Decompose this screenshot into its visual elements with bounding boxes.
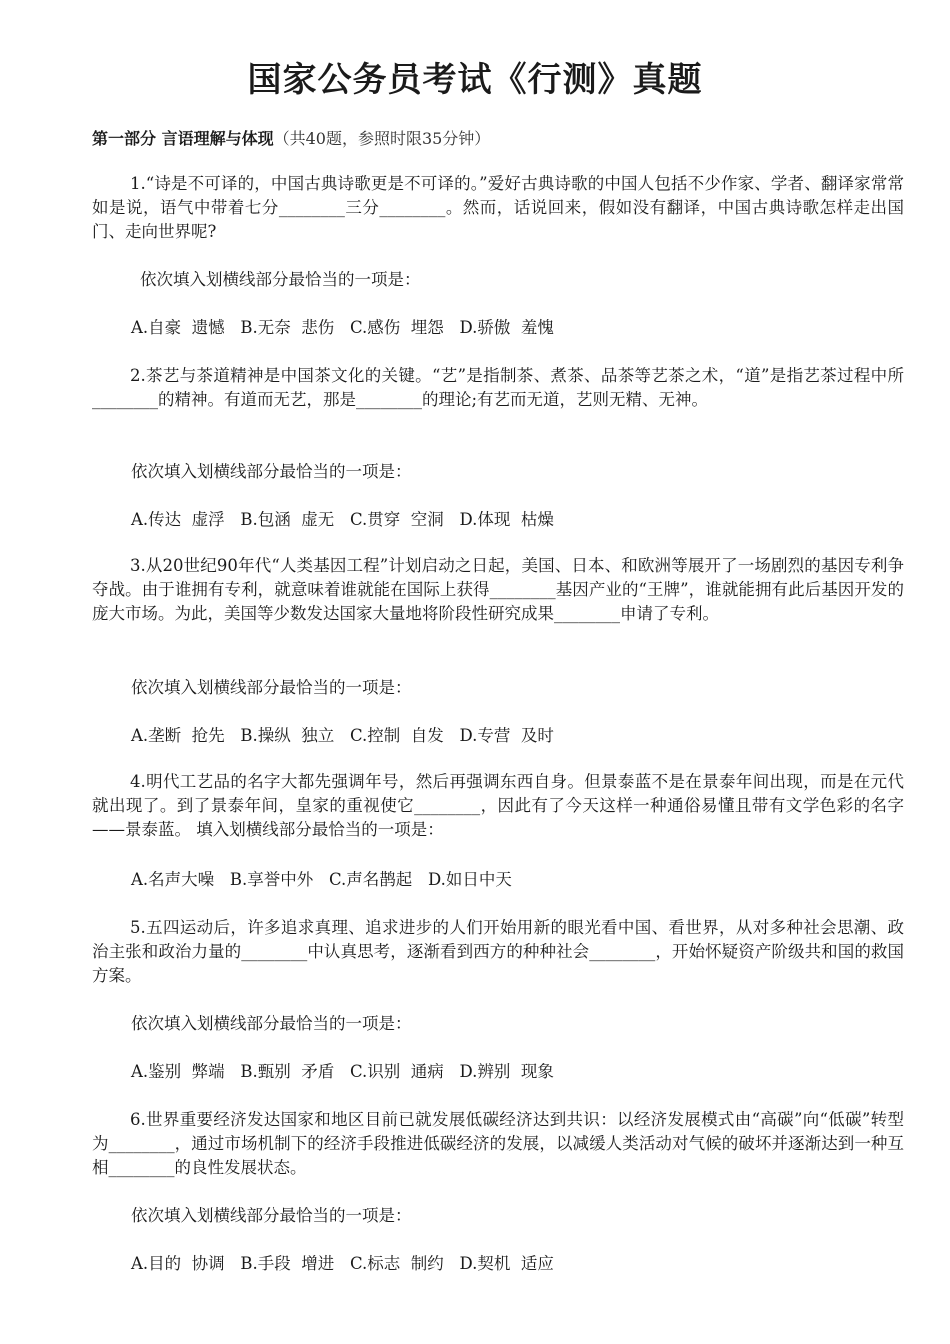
question-5-prompt: 依次填入划横线部分最恰当的一项是： <box>131 1014 412 1033</box>
section-heading <box>92 126 490 149</box>
question-1-stem: 1.“诗是不可译的，中国古典诗歌更是不可译的。”爱好古典诗歌的中国人包括不少作家、学者、翻译家常常如是说，语气中带着七分________三分________。然而，话说回来，假如没有翻译，中国古典诗歌怎样走出国门、走向世界呢? <box>92 174 904 241</box>
document-title: 国家公务员考试《行测》真题 <box>247 60 703 100</box>
question-1-prompt: 依次填入划横线部分最恰当的一项是： <box>140 270 421 289</box>
question-2-prompt: 依次填入划横线部分最恰当的一项是： <box>131 462 412 481</box>
question-5-options: A.鉴别 弊端 B.甄别 矛盾 C.识别 通病 D.辨别 现象 <box>131 1062 554 1081</box>
question-3-options: A.垄断 抢先 B.操纵 独立 C.控制 自发 D.专营 及时 <box>131 726 554 745</box>
question-6-options: A.目的 协调 B.手段 增进 C.标志 制约 D.契机 适应 <box>131 1254 554 1273</box>
section-name: 第一部分 言语理解与体现 <box>92 129 274 148</box>
question-3-stem: 3.从20世纪90年代“人类基因工程”计划启动之日起，美国、日本、和欧洲等展开了一场剧烈的基因专利争夺战。由于谁拥有专利，就意味着谁就能在国际上获得________基因产业的“王牌”，谁就能拥有此后基因开发的庞大市场。为此，美国等少数发达国家大量地将阶段性研究成果________申请了专利。 <box>92 556 904 623</box>
question-4-stem: 4.明代工艺品的名字大都先强调年号，然后再强调东西自身。但景泰蓝不是在景泰年间出现，而是在元代就出现了。到了景泰年间，皇家的重视使它________，因此有了今天这样一种通俗易懂且带有文学色彩的名字——景泰蓝。 填入划横线部分最恰当的一项是： <box>92 772 904 839</box>
question-4-options: A.名声大噪 B.享誉中外 C.声名鹊起 D.如日中天 <box>131 870 512 889</box>
question-2-options: A.传达 虚浮 B.包涵 虚无 C.贯穿 空洞 D.体现 枯燥 <box>131 510 554 529</box>
question-3-prompt: 依次填入划横线部分最恰当的一项是： <box>131 678 412 697</box>
section-note: （共40题，参照时限35分钟） <box>273 129 491 148</box>
question-1-options: A.自豪 遗憾 B.无奈 悲伤 C.感伤 埋怨 D.骄傲 羞愧 <box>131 318 554 337</box>
question-6-prompt: 依次填入划横线部分最恰当的一项是： <box>131 1206 412 1225</box>
question-6-stem: 6.世界重要经济发达国家和地区目前已就发展低碳经济达到共识：以经济发展模式由“高碳”向“低碳”转型为________，通过市场机制下的经济手段推进低碳经济的发展，以减缓人类活动对气候的破坏并逐渐达到一种互相________的良性发展状态。 <box>92 1110 904 1177</box>
question-2-stem: 2.茶艺与茶道精神是中国茶文化的关键。“艺”是指制茶、煮茶、品茶等艺茶之术，“道”是指艺茶过程中所________的精神。有道而无艺，那是________的理论;有艺而无道，艺则无精、无神。 <box>92 366 904 409</box>
question-5-stem: 5.五四运动后，许多追求真理、追求进步的人们开始用新的眼光看中国、看世界，从对多种社会思潮、政治主张和政治力量的________中认真思考，逐渐看到西方的种种社会________，开始怀疑资产阶级共和国的救国方案。 <box>92 918 904 985</box>
